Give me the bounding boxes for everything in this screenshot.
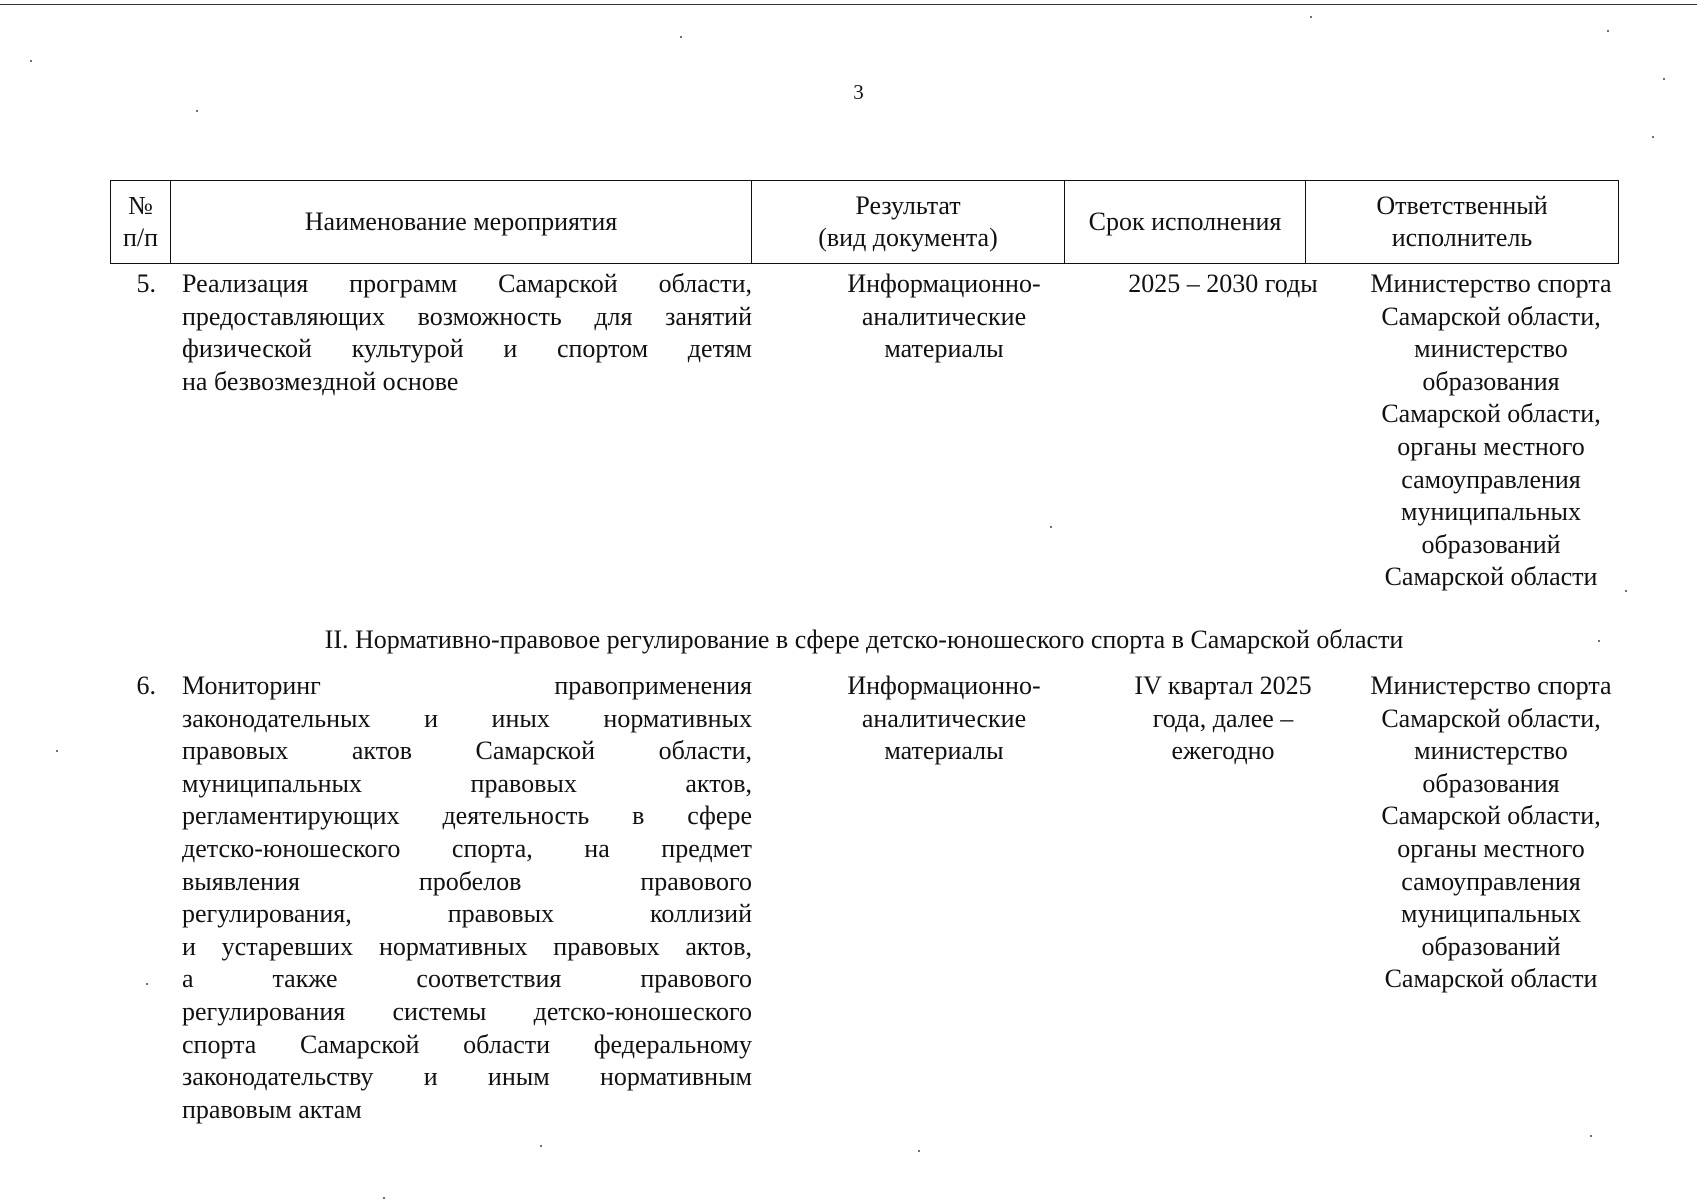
- event-term-line: года, далее –: [1152, 703, 1294, 733]
- event-term: [1110, 268, 1336, 301]
- header-num: [111, 181, 171, 264]
- event-name-line: и устаревших нормативных правовых актов,: [182, 931, 752, 961]
- header-name: Наименование мероприятия: [171, 181, 752, 264]
- page-number: 3: [853, 80, 864, 104]
- event-term: [1110, 670, 1336, 768]
- scan-speck: [196, 110, 198, 112]
- header-responsible-line: исполнитель: [1391, 223, 1533, 252]
- event-responsible-line: Самарской области: [1384, 964, 1598, 994]
- event-name-line: регулирования, правовых коллизий: [182, 899, 752, 929]
- event-result: [794, 670, 1094, 768]
- event-responsible-line: образования: [1422, 366, 1560, 396]
- event-name-line: на безвозмездной основе: [182, 366, 459, 396]
- scan-speck: [1598, 640, 1600, 642]
- event-responsible-line: министерство: [1414, 334, 1568, 364]
- event-name-line: правовых актов Самарской области,: [182, 736, 752, 766]
- header-result: [752, 181, 1065, 264]
- row-number: 6.: [136, 671, 156, 700]
- event-name: [182, 268, 752, 398]
- header-responsible: [1306, 181, 1619, 264]
- event-result-line: Информационно-: [847, 671, 1041, 700]
- scan-speck: [680, 36, 682, 38]
- table-header: [110, 180, 1619, 264]
- scan-speck: [1590, 1135, 1592, 1137]
- scan-speck: [1607, 30, 1609, 32]
- event-name-line: правовым актам: [182, 1094, 362, 1124]
- scan-speck: [56, 750, 58, 752]
- event-responsible-line: образования: [1422, 768, 1560, 798]
- event-result-line: аналитические: [861, 301, 1027, 331]
- header-term: Срок исполнения: [1065, 181, 1306, 264]
- event-term-line: ежегодно: [1171, 736, 1275, 766]
- section-title: II. Нормативно-правовое регулирование в сфере детско-юношеского спорта в Самарской области: [324, 625, 1404, 654]
- event-responsible-line: муниципальных: [1400, 497, 1581, 527]
- event-responsible-line: министерство: [1414, 736, 1568, 766]
- header-num-line: п/п: [122, 223, 159, 252]
- header-result-line: (вид документа): [818, 223, 998, 252]
- event-responsible-line: Самарской области,: [1381, 703, 1601, 733]
- scan-speck: [1663, 78, 1665, 80]
- event-responsible-line: Самарской области: [1384, 562, 1598, 592]
- event-responsible-line: органы местного: [1397, 431, 1585, 461]
- event-responsible-line: Самарской области,: [1381, 801, 1601, 831]
- event-name-line: регламентирующих деятельность в сфере: [182, 801, 752, 831]
- event-result-line: Информационно-: [847, 269, 1041, 298]
- event-responsible-line: образований: [1421, 931, 1561, 961]
- event-result-line: аналитические: [861, 703, 1027, 733]
- scan-speck: [1652, 136, 1654, 138]
- event-name-line: муниципальных правовых актов,: [182, 768, 752, 798]
- event-responsible-line: Самарской области,: [1381, 399, 1601, 429]
- row-number: 5.: [136, 269, 156, 298]
- table-header-row: [111, 181, 1619, 264]
- event-responsible-line: органы местного: [1397, 833, 1585, 863]
- header-result-line: Результат: [855, 191, 961, 220]
- scan-speck: [1310, 16, 1312, 18]
- event-responsible-line: Министерство спорта: [1370, 671, 1612, 700]
- scan-speck: [540, 1145, 542, 1147]
- event-result-line: материалы: [884, 736, 1004, 766]
- event-name-line: законодательству и иным нормативным: [182, 1062, 752, 1092]
- event-name-line: детско-юношеского спорта, на предмет: [182, 833, 752, 863]
- event-responsible-line: Министерство спорта: [1370, 269, 1612, 298]
- scan-speck: [30, 60, 32, 62]
- event-responsible-line: Самарской области,: [1381, 301, 1601, 331]
- event-result-line: материалы: [884, 334, 1004, 364]
- event-term-line: 2025 – 2030 годы: [1128, 269, 1318, 298]
- event-name-line: а также соответствия правового: [182, 964, 752, 994]
- event-name-line: Реализация программ Самарской области,: [182, 269, 752, 298]
- scan-speck: [918, 1150, 920, 1152]
- event-responsible-line: самоуправления: [1401, 464, 1581, 494]
- scan-speck: [146, 983, 148, 985]
- scan-speck: [383, 1197, 385, 1199]
- event-responsible: [1330, 670, 1652, 996]
- event-name-line: законодательных и иных нормативных: [182, 703, 752, 733]
- header-responsible-line: Ответственный: [1376, 191, 1548, 220]
- event-name-line: выявления пробелов правового: [182, 866, 752, 896]
- scan-top-border: [0, 4, 1697, 5]
- header-num-line: №: [128, 191, 153, 220]
- scan-speck: [1050, 526, 1052, 528]
- event-responsible-line: образований: [1421, 529, 1561, 559]
- event-name-line: предоставляющих возможность для занятий: [182, 301, 752, 331]
- event-responsible: [1330, 268, 1652, 594]
- scan-speck: [1625, 590, 1627, 592]
- event-term-line: IV квартал 2025: [1134, 671, 1312, 700]
- event-name-line: физической культурой и спортом детям: [182, 334, 752, 364]
- event-responsible-line: самоуправления: [1401, 866, 1581, 896]
- event-name-line: спорта Самарской области федеральному: [182, 1029, 752, 1059]
- event-result: [794, 268, 1094, 366]
- event-name-line: Мониторинг правоприменения: [182, 671, 752, 700]
- event-name-line: регулирования системы детско-юношеского: [182, 996, 752, 1026]
- event-name: [182, 670, 752, 1126]
- event-responsible-line: муниципальных: [1400, 899, 1581, 929]
